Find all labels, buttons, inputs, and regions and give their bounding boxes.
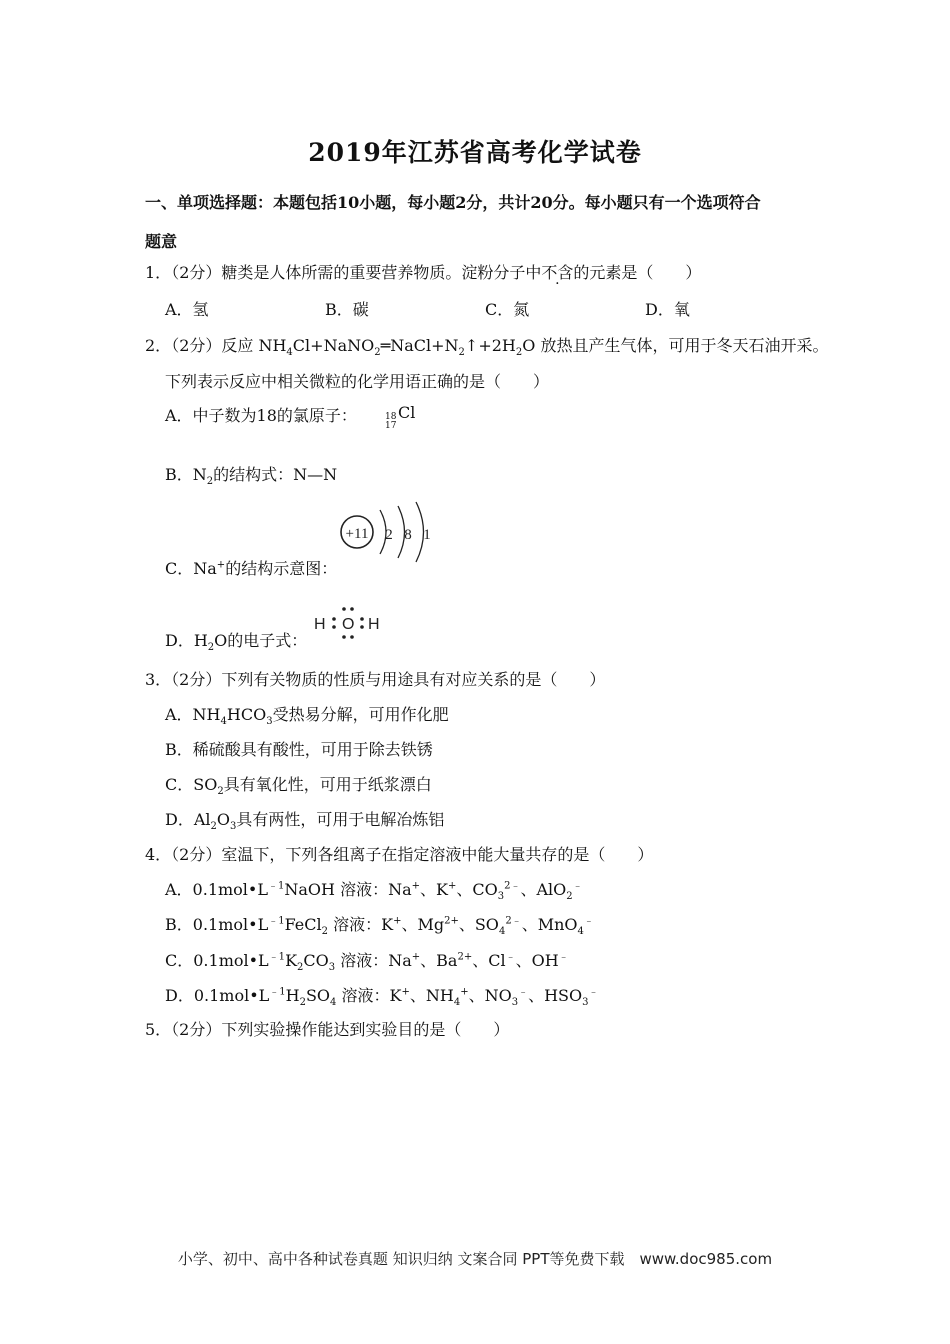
question-4-stem: 4．（2分）室温下，下列各组离子在指定溶液中能大量共存的是（ ） (145, 845, 654, 864)
q4-option-c: C．$0.1mol•L^{﹣1}K_2CO_3$ 溶液：Na+、$Ba^{2+}$、Cl﹣、OH﹣ (165, 951, 569, 974)
q3-option-a: A．$NH_4HCO_3$受热易分解，可用作化肥 (165, 705, 449, 728)
svg-text:H: H (314, 616, 326, 633)
nucleus-charge: +11 (345, 526, 369, 542)
q1-option-a: A．氢 (165, 300, 209, 319)
q2-option-b: B．$N_2$的结构式：N—N (165, 465, 338, 488)
q4-option-b: B．$0.1mol•L^{﹣1}FeCl_2$ 溶液：K+、$Mg^{2+}$、$SO_4^{2﹣}$、MnO$_4$﹣ (165, 915, 594, 938)
question-2-stem-line2: 下列表示反应中相关微粒的化学用语正确的是（ ） (165, 372, 550, 391)
question-3-stem: 3．（2分）下列有关物质的性质与用途具有对应关系的是（ ） (145, 670, 606, 689)
sodium-atom-structure-diagram (336, 498, 436, 568)
question-1-options (165, 297, 865, 320)
section-heading-line1: 一、单项选择题：本题包括10小题，每小题2分，共计20分。每小题只有一个选项符合 (145, 193, 761, 212)
section-heading-line2: 题意 (145, 232, 178, 251)
q4-option-a: A．$0.1mol•L^{﹣1}NaOH$ 溶液：Na+、K+、$CO_3^{2﹣}$、AlO$_2$﹣ (165, 880, 583, 903)
shell-electrons-1: 2 (385, 527, 393, 543)
q1-option-c: C．氮 (485, 300, 530, 319)
shell-electrons-3: 1 (423, 527, 431, 543)
water-electron-dot-diagram (312, 605, 387, 641)
q4-option-d: D．$0.1mol•L^{﹣1}H_2SO_4$ 溶液：K+、$NH_4^+$、$NO_3^﹣$、$HSO_3^﹣$ (165, 986, 599, 1009)
q2-option-a: A．中子数为18的氯原子： (165, 406, 357, 425)
question-2-stem: 2．（2分）反应 $NH_4Cl+NaNO_2═NaCl+N_2↑+2H_2O$ 放热且产生气体，可用于冬天石油开采。 (145, 336, 829, 359)
emphasis-mark: 不含 (541, 263, 574, 282)
chlorine-symbol: Cl (398, 403, 416, 422)
shell-electrons-2: 8 (404, 527, 412, 543)
q1-option-d: D．氧 (645, 300, 690, 319)
q3-option-c: C．$SO_2$具有氧化性，可用于纸浆漂白 (165, 775, 432, 798)
page-title: 2019年江苏省高考化学试卷 (308, 138, 642, 167)
q2-option-d: D．$H_2O$的电子式： (165, 631, 308, 654)
question-1-stem: 1．（2分）糖类是人体所需的重要营养物质。淀粉分子中不含的元素是（ ） (145, 263, 702, 282)
svg-text:H: H (368, 616, 380, 633)
page-footer[interactable]: 小学、初中、高中各种试卷真题 知识归纳 文案合同 PPT等免费下载 www.doc985.com (177, 1250, 773, 1268)
svg-text:O: O (342, 616, 355, 633)
q2-option-c: C．Na+的结构示意图： (165, 559, 338, 578)
q3-option-b: B．稀硫酸具有酸性，可用于除去铁锈 (165, 740, 433, 759)
q1-option-b: B．碳 (325, 300, 369, 319)
q3-option-d: D．$Al_2O_3$具有两性，可用于电解冶炼铝 (165, 810, 445, 833)
chlorine-nuclide-numbers: 18 17 (385, 412, 397, 431)
question-5-stem: 5．（2分）下列实验操作能达到实验目的是（ ） (145, 1020, 510, 1039)
